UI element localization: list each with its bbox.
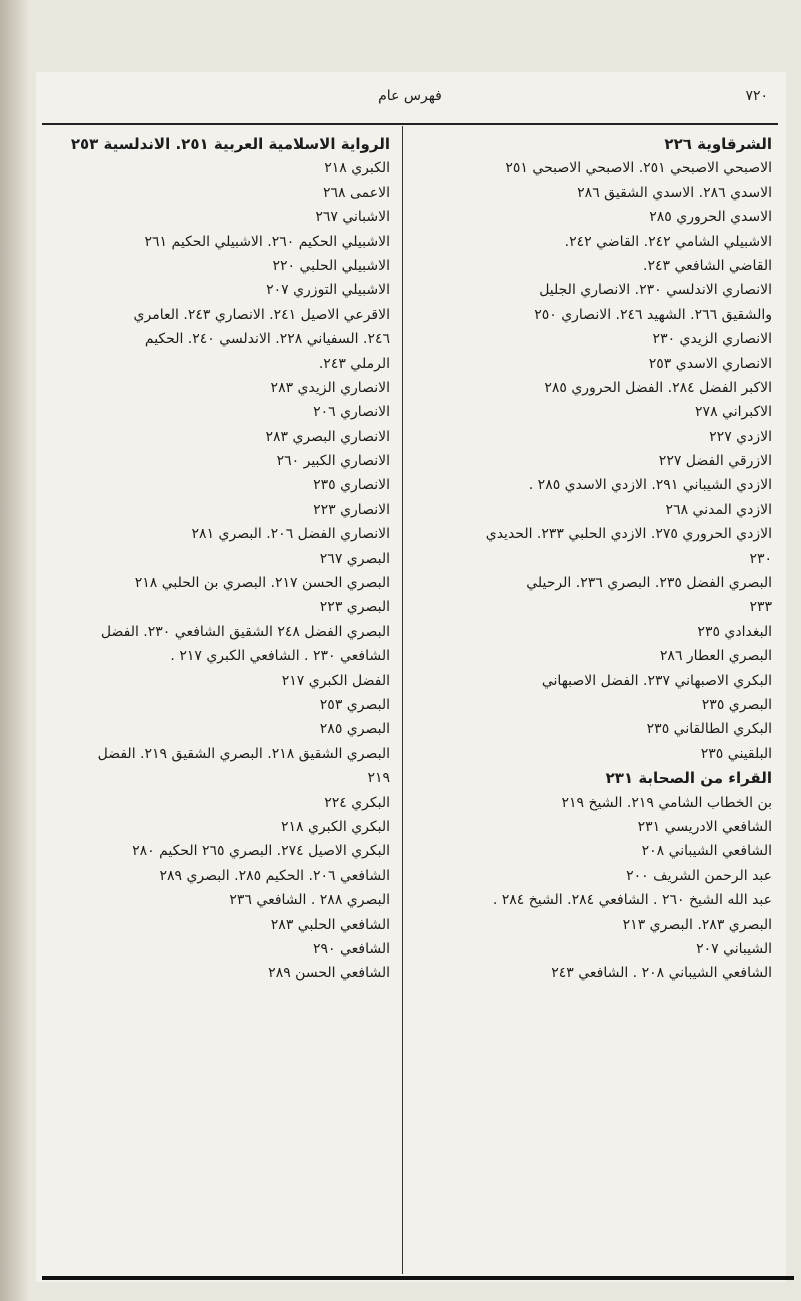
index-entry: الاسدي ٢٨٦. الاسدي الشقيق ٢٨٦ <box>577 184 772 201</box>
index-entry: القاضي الشافعي ٢٤٣. <box>642 257 772 274</box>
index-entry: الازدي ٢٢٧ <box>709 428 772 445</box>
page-header <box>40 88 780 110</box>
index-entry: ٢٣٠ <box>749 550 772 567</box>
index-entry: ٢٣٣ <box>749 599 772 616</box>
index-entry: ٢١٩ <box>367 770 390 787</box>
index-entry: الشافعي الشيباني ٢٠٨ <box>641 843 772 860</box>
index-entry: البكري ٢٢٤ <box>324 794 390 811</box>
index-entry: الانصاري الزيدي ٢٣٠ <box>652 331 772 348</box>
index-entry: الاكبراني ٢٧٨ <box>695 404 772 421</box>
header-rule <box>42 123 778 125</box>
running-title: فهرس عام <box>378 88 442 104</box>
page-number: ٧٢٠ <box>745 88 768 104</box>
index-entry: البصري الشقيق ٢١٨. البصري الشقيق ٢١٩. الفضل <box>97 745 390 762</box>
index-entry: الانصاري ٢٠٦ <box>313 404 390 421</box>
index-entry: البكري الاصيل ٢٧٤. البصري ٢٦٥ الحكيم ٢٨٠ <box>132 843 390 860</box>
index-heading: القراء من الصحابة ٢٣١ <box>605 769 772 788</box>
index-entry: الاشبيلي الشامي ٢٤٢. القاضي ٢٤٢. <box>564 233 772 250</box>
index-entry: البغدادي ٢٣٥ <box>697 623 772 640</box>
index-entry: الازدي المدني ٢٦٨ <box>665 501 772 518</box>
index-entry: البصري ٢٦٧ <box>319 550 390 567</box>
index-entry: البصري ٢٣٥ <box>701 696 772 713</box>
index-entry: الاعمى ٢٦٨ <box>322 184 390 201</box>
index-entry: البصري الفضل ٢٣٥. البصري ٢٣٦. الرحيلي <box>526 575 772 592</box>
index-entry: الاشبيلي الحلبي ٢٢٠ <box>272 257 390 274</box>
index-entry: الشيباني ٢٠٧ <box>696 940 772 957</box>
index-entry: البصري ٢٢٣ <box>319 599 390 616</box>
index-entry: الاشبيلي الحكيم ٢٦٠. الاشبيلي الحكيم ٢٦١ <box>144 233 390 250</box>
index-entry: الاقرعي الاصيل ٢٤١. الانصاري ٢٤٣. العامري <box>133 306 390 323</box>
index-entry: ٢٤٦. السفياني ٢٢٨. الاندلسي ٢٤٠. الحكيم <box>144 331 390 348</box>
index-entry: البلقيني ٢٣٥ <box>700 745 772 762</box>
index-entry: الانصاري الاندلسي ٢٣٠. الانصاري الجليل <box>539 282 772 299</box>
index-entry: الانصاري البصري ٢٨٣ <box>265 428 390 445</box>
index-entry: الازرقي الفضل ٢٢٧ <box>658 453 772 470</box>
column-divider <box>402 126 403 1274</box>
index-entry: الانصاري ٢٣٥ <box>313 477 390 494</box>
index-entry: الانصاري الكبير ٢٦٠ <box>276 453 390 470</box>
footer-rule <box>42 1276 794 1280</box>
index-entry: الشافعي ٢٠٦. الحكيم ٢٨٥. البصري ٢٨٩ <box>159 867 390 884</box>
index-entry: الانصاري الفضل ٢٠٦. البصري ٢٨١ <box>191 526 390 543</box>
index-heading: الرواية الاسلامية العربية ٢٥١. الاندلسية ٢٥٣ <box>70 135 390 153</box>
index-entry: الشافعي الشيباني ٢٠٨ . الشافعي ٢٤٣ <box>551 965 772 982</box>
index-entry: الاشباني ٢٦٧ <box>315 209 390 226</box>
index-entry: الشافعي ٢٩٠ <box>312 940 390 957</box>
index-entry: الاصبحي الاصبحي ٢٥١. الاصبحي الاصبحي ٢٥١ <box>505 160 772 177</box>
index-entry: الاشبيلي التوزري ٢٠٧ <box>266 282 390 299</box>
index-entry: الشافعي الحسن ٢٨٩ <box>268 965 390 982</box>
index-entry: البكري الكبري ٢١٨ <box>280 818 390 835</box>
index-entry: عبد الرحمن الشريف ٢٠٠ <box>626 867 772 884</box>
index-entry: عبد الله الشيخ ٢٦٠ . الشافعي ٢٨٤. الشيخ ٢٨٤ . <box>492 892 772 909</box>
index-entry: البصري ٢٨٣. البصري ٢١٣ <box>622 916 772 933</box>
index-entry: الانصاري ٢٢٣ <box>313 501 390 518</box>
index-entry: الازدي الشيباني ٢٩١. الازدي الاسدي ٢٨٥ . <box>528 477 772 494</box>
index-column-right <box>412 132 772 986</box>
index-entry: والشقيق ٢٦٦. الشهيد ٢٤٦. الانصاري ٢٥٠ <box>534 306 772 323</box>
book-spine-shadow <box>0 0 30 1301</box>
index-entry: الشافعي الادريسي ٢٣١ <box>637 818 772 835</box>
index-entry: الرملي ٢٤٣. <box>318 355 390 372</box>
index-entry: الانصاري الزيدي ٢٨٣ <box>270 379 390 396</box>
index-entry: البكري الاصبهاني ٢٣٧. الفضل الاصبهاني <box>541 672 772 689</box>
index-entry: الشافعي ٢٣٠ . الشافعي الكبري ٢١٧ . <box>170 648 390 665</box>
index-entry: الاسدي الحروري ٢٨٥ <box>649 209 772 226</box>
index-entry: الانصاري الاسدي ٢٥٣ <box>648 355 772 372</box>
index-entry: الكبري ٢١٨ <box>324 160 390 177</box>
index-column-left <box>50 132 390 986</box>
index-entry: الشافعي الحلبي ٢٨٣ <box>270 916 390 933</box>
index-entry: البصري ٢٨٥ <box>319 721 390 738</box>
index-entry: الاكبر الفضل ٢٨٤. الفضل الحروري ٢٨٥ <box>544 379 772 396</box>
index-entry: الازدي الحروري ٢٧٥. الازدي الحلبي ٢٣٣. الحديدي <box>485 526 772 543</box>
index-entry: البصري ٢٥٣ <box>319 696 390 713</box>
index-entry: البكري الطالقاني ٢٣٥ <box>646 721 772 738</box>
index-entry: البصري الفضل ٢٤٨ الشقيق الشافعي ٢٣٠. الفضل <box>100 623 390 640</box>
index-entry: الفضل الكبري ٢١٧ <box>281 672 390 689</box>
index-entry: البصري الحسن ٢١٧. البصري بن الحلبي ٢١٨ <box>134 575 390 592</box>
index-entry: البصري ٢٨٨ . الشافعي ٢٣٦ <box>229 892 390 909</box>
index-entry: بن الخطاب الشامي ٢١٩. الشيخ ٢١٩ <box>561 794 772 811</box>
index-entry: البصري العطار ٢٨٦ <box>659 648 772 665</box>
index-heading: الشرقاوية ٢٢٦ <box>664 135 772 153</box>
